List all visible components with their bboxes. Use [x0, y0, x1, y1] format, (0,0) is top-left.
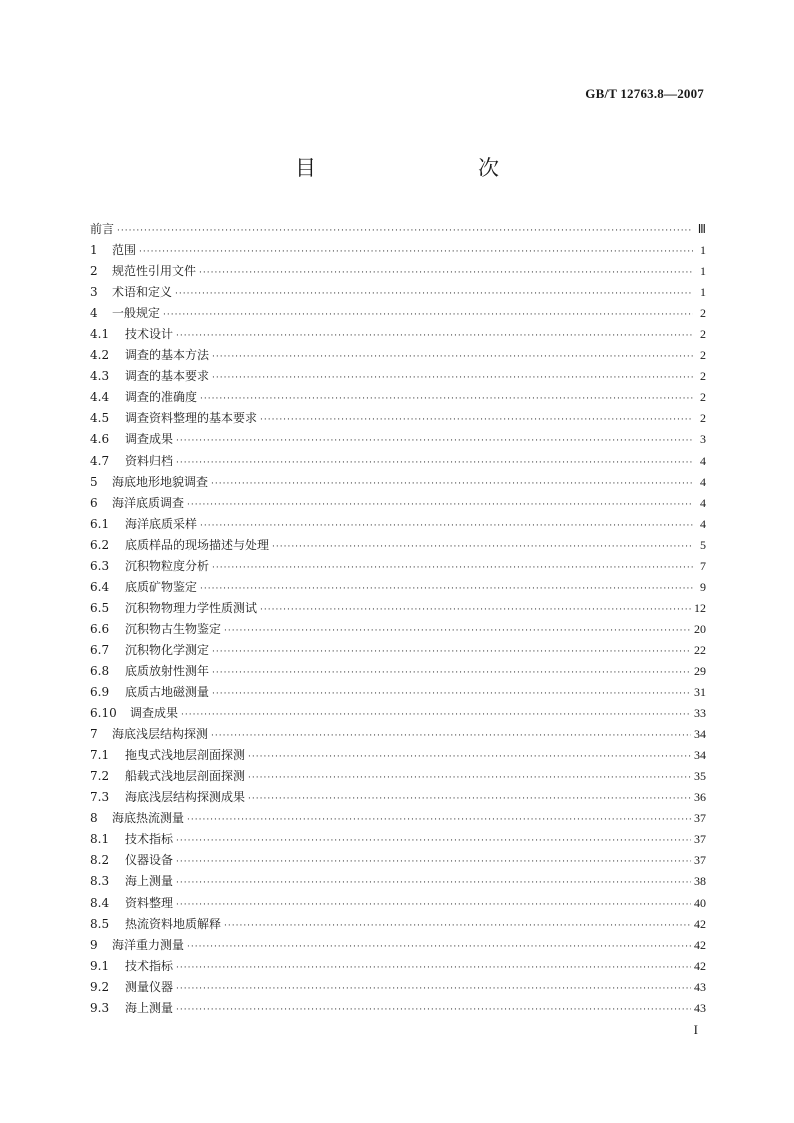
toc-entry[interactable]	[90, 661, 706, 682]
toc-entry-page: 38	[694, 874, 706, 889]
toc-entry-page: 12	[694, 600, 706, 615]
toc-entry[interactable]	[90, 745, 706, 766]
toc-entry[interactable]	[90, 493, 706, 514]
toc-entry-number: 7.2	[90, 769, 110, 784]
toc-entry-number: 6.7	[90, 642, 110, 657]
toc-leader-dots	[248, 747, 691, 768]
toc-leader-dots	[211, 726, 691, 747]
toc-entry[interactable]	[90, 387, 706, 408]
toc-leader-dots	[176, 895, 691, 916]
toc-entry[interactable]	[90, 935, 706, 956]
toc-entry-label: 底质放射性测年	[125, 663, 210, 678]
toc-entry-number: 6.9	[90, 685, 110, 700]
toc-entry-page: 31	[694, 685, 706, 700]
toc-entry-page: 43	[694, 979, 706, 994]
toc-leader-dots	[117, 221, 693, 242]
toc-entry[interactable]	[90, 703, 706, 724]
toc-entry-label: 海底地形地貌调查	[112, 474, 209, 489]
toc-entry[interactable]	[90, 871, 706, 892]
toc-entry[interactable]	[90, 345, 706, 366]
toc-leader-dots	[176, 326, 693, 347]
toc-leader-dots	[163, 305, 693, 326]
toc-entry-label: 调查的基本要求	[125, 369, 210, 384]
toc-entry-page: 2	[700, 306, 706, 321]
toc-entry-page: 34	[694, 727, 706, 742]
toc-entry-label: 拖曳式浅地层剖面探测	[125, 748, 246, 763]
toc-entry[interactable]	[90, 829, 706, 850]
toc-leader-dots	[212, 368, 693, 389]
toc-leader-dots	[187, 810, 691, 831]
toc-entry[interactable]	[90, 535, 706, 556]
toc-leader-dots	[260, 410, 693, 431]
toc-entry-number: 4.1	[90, 327, 110, 342]
toc-entry[interactable]	[90, 451, 706, 472]
toc-entry-page: 29	[694, 663, 706, 678]
toc-entry-page: 1	[700, 285, 706, 300]
toc-entry-label: 调查资料整理的基本要求	[125, 411, 258, 426]
toc-entry-number: 6.5	[90, 600, 110, 615]
toc-entry-page: 3	[700, 432, 706, 447]
toc-leader-dots	[212, 558, 693, 579]
toc-entry-label: 沉积物古生物鉴定	[125, 621, 222, 636]
toc-entry-number: 7.1	[90, 748, 110, 763]
toc-entry-label: 范围	[112, 243, 137, 258]
toc-entry-number: 4.3	[90, 369, 110, 384]
toc-entry-number: 6.4	[90, 579, 110, 594]
toc-entry[interactable]	[90, 240, 706, 261]
toc-entry-page: 37	[694, 811, 706, 826]
toc-entry-page: 2	[700, 411, 706, 426]
toc-entry-label: 测量仪器	[125, 979, 174, 994]
page-number: I	[693, 1022, 698, 1037]
toc-entry[interactable]	[90, 914, 706, 935]
toc-entry-page: 9	[700, 579, 706, 594]
toc-entry[interactable]	[90, 682, 706, 703]
toc-entry[interactable]	[90, 366, 706, 387]
toc-entry-label: 术语和定义	[112, 285, 173, 300]
toc-entry-label: 底质古地磁测量	[125, 685, 210, 700]
toc-entry[interactable]	[90, 303, 706, 324]
table-of-contents	[90, 219, 706, 1019]
toc-entry-label: 调查的准确度	[125, 390, 198, 405]
toc-entry-number: 8.5	[90, 916, 110, 931]
toc-leader-dots	[199, 263, 693, 284]
toc-entry[interactable]	[90, 261, 706, 282]
toc-leader-dots	[176, 852, 691, 873]
toc-entry-number: 6	[90, 495, 98, 510]
toc-leader-dots	[176, 431, 693, 452]
toc-entry-page: 1	[700, 243, 706, 258]
toc-entry-number: 8.2	[90, 853, 110, 868]
toc-entry-page: 33	[694, 706, 706, 721]
toc-entry-label: 船载式浅地层剖面探测	[125, 769, 246, 784]
toc-leader-dots	[139, 242, 693, 263]
toc-entry-page: 1	[700, 264, 706, 279]
toc-entry[interactable]	[90, 808, 706, 829]
toc-entry[interactable]	[90, 998, 706, 1019]
toc-entry-label: 海洋重力测量	[112, 937, 185, 952]
toc-leader-dots	[187, 937, 691, 958]
toc-entry[interactable]	[90, 956, 706, 977]
toc-leader-dots	[224, 621, 691, 642]
toc-leader-dots	[176, 453, 693, 474]
toc-entry-number: 6.2	[90, 537, 110, 552]
toc-entry-number: 2	[90, 264, 98, 279]
toc-entry-page: 42	[694, 916, 706, 931]
toc-leader-dots	[212, 684, 691, 705]
toc-entry[interactable]	[90, 472, 706, 493]
toc-entry-label: 调查成果	[125, 432, 174, 447]
toc-entry-page: 34	[694, 748, 706, 763]
toc-entry-label: 底质样品的现场描述与处理	[125, 537, 270, 552]
toc-entry-number: 4	[90, 306, 98, 321]
toc-entry-number: 6.1	[90, 516, 110, 531]
toc-entry-page: 20	[694, 621, 706, 636]
toc-entry[interactable]	[90, 893, 706, 914]
toc-entry-label: 海底浅层结构探测	[112, 727, 209, 742]
toc-entry-number: 6.8	[90, 663, 110, 678]
toc-entry-page: 22	[694, 642, 706, 657]
toc-entry-number: 7.3	[90, 790, 110, 805]
toc-entry-number: 5	[90, 474, 98, 489]
toc-leader-dots	[176, 979, 691, 1000]
toc-leader-dots	[176, 831, 691, 852]
toc-leader-dots	[176, 958, 691, 979]
toc-entry-page: 36	[694, 790, 706, 805]
toc-entry-number: 4.7	[90, 453, 110, 468]
toc-entry-number: 4.5	[90, 411, 110, 426]
toc-entry-label: 海上测量	[125, 874, 174, 889]
toc-entry[interactable]	[90, 640, 706, 661]
toc-entry-label: 仪器设备	[125, 853, 174, 868]
toc-leader-dots	[200, 516, 693, 537]
toc-entry-number: 6.10	[90, 706, 117, 721]
toc-entry-label: 资料归档	[125, 453, 174, 468]
toc-entry-page: 4	[700, 453, 706, 468]
toc-entry-label: 沉积物物理力学性质测试	[125, 600, 258, 615]
toc-entry-page: 4	[700, 516, 706, 531]
toc-leader-dots	[260, 600, 691, 621]
toc-entry-number: 4.2	[90, 348, 110, 363]
toc-entry[interactable]	[90, 556, 706, 577]
toc-entry-label: 规范性引用文件	[112, 264, 197, 279]
toc-entry-label: 海洋底质采样	[125, 516, 198, 531]
toc-entry-label: 海底浅层结构探测成果	[125, 790, 246, 805]
toc-entry[interactable]	[90, 324, 706, 345]
toc-leader-dots	[200, 389, 693, 410]
toc-entry-label: 一般规定	[112, 306, 161, 321]
toc-entry-number: 7	[90, 727, 98, 742]
toc-entry-number: 1	[90, 243, 98, 258]
toc-entry-label: 技术指标	[125, 958, 174, 973]
toc-entry-label: 海上测量	[125, 1000, 174, 1015]
toc-entry-number: 8	[90, 811, 98, 826]
standard-code: GB/T 12763.8—2007	[585, 86, 704, 101]
toc-entry-page: 42	[694, 937, 706, 952]
toc-leader-dots	[187, 495, 693, 516]
toc-leader-dots	[212, 663, 691, 684]
toc-entry-label: 热流资料地质解释	[125, 916, 222, 931]
toc-entry-label: 调查的基本方法	[125, 348, 210, 363]
toc-entry[interactable]	[90, 850, 706, 871]
toc-entry[interactable]	[90, 577, 706, 598]
toc-entry-number: 9.2	[90, 979, 110, 994]
toc-entry-page: 42	[694, 958, 706, 973]
toc-entry-page: 4	[700, 495, 706, 510]
toc-leader-dots	[200, 579, 693, 600]
toc-leader-dots	[272, 537, 693, 558]
toc-entry-number: 9.1	[90, 958, 110, 973]
toc-entry-label: 技术设计	[125, 327, 174, 342]
toc-entry-label: 底质矿物鉴定	[125, 579, 198, 594]
toc-entry[interactable]	[90, 282, 706, 303]
toc-entry[interactable]	[90, 219, 706, 240]
toc-leader-dots	[175, 284, 693, 305]
toc-entry-label: 调查成果	[130, 706, 179, 721]
toc-leader-dots	[176, 873, 691, 894]
toc-entry-page: 2	[700, 390, 706, 405]
toc-leader-dots	[224, 916, 691, 937]
toc-entry-page: 4	[700, 474, 706, 489]
toc-entry[interactable]	[90, 408, 706, 429]
toc-entry-label: 海底热流测量	[112, 811, 185, 826]
toc-entry-number: 8.1	[90, 832, 110, 847]
toc-entry[interactable]	[90, 429, 706, 450]
toc-entry-page: 5	[700, 537, 706, 552]
toc-entry-number: 3	[90, 285, 98, 300]
toc-leader-dots	[212, 347, 693, 368]
toc-entry[interactable]	[90, 619, 706, 640]
toc-entry-label: 前言	[90, 222, 115, 236]
toc-leader-dots	[248, 789, 691, 810]
toc-entry-label: 技术指标	[125, 832, 174, 847]
toc-entry[interactable]	[90, 977, 706, 998]
toc-entry-label: 资料整理	[125, 895, 174, 910]
toc-leader-dots	[181, 705, 691, 726]
toc-entry-page: 37	[694, 832, 706, 847]
toc-entry-number: 9	[90, 937, 98, 952]
toc-entry[interactable]	[90, 514, 706, 535]
toc-entry-page: 2	[700, 348, 706, 363]
toc-entry-label: 沉积物化学测定	[125, 642, 210, 657]
toc-entry-number: 6.6	[90, 621, 110, 636]
toc-entry-number: 4.4	[90, 390, 110, 405]
toc-entry-page: 43	[694, 1000, 706, 1015]
toc-entry[interactable]	[90, 787, 706, 808]
toc-entry-page: Ⅲ	[697, 222, 706, 236]
toc-entry-label: 沉积物粒度分析	[125, 558, 210, 573]
toc-leader-dots	[176, 1000, 691, 1021]
toc-entry-label: 海洋底质调查	[112, 495, 185, 510]
toc-leader-dots	[248, 768, 691, 789]
toc-entry-number: 9.3	[90, 1000, 110, 1015]
toc-leader-dots	[211, 474, 693, 495]
toc-entry-number: 4.6	[90, 432, 110, 447]
toc-entry-number: 8.3	[90, 874, 110, 889]
toc-leader-dots	[212, 642, 691, 663]
toc-entry-number: 6.3	[90, 558, 110, 573]
toc-entry-page: 2	[700, 369, 706, 384]
toc-entry-page: 35	[694, 769, 706, 784]
toc-entry[interactable]	[90, 598, 706, 619]
page-title: 目 次	[295, 156, 539, 180]
toc-entry[interactable]	[90, 766, 706, 787]
toc-entry-number: 8.4	[90, 895, 110, 910]
toc-entry-page: 2	[700, 327, 706, 342]
toc-entry-page: 40	[694, 895, 706, 910]
toc-entry-page: 37	[694, 853, 706, 868]
toc-entry[interactable]	[90, 724, 706, 745]
toc-entry-page: 7	[700, 558, 706, 573]
